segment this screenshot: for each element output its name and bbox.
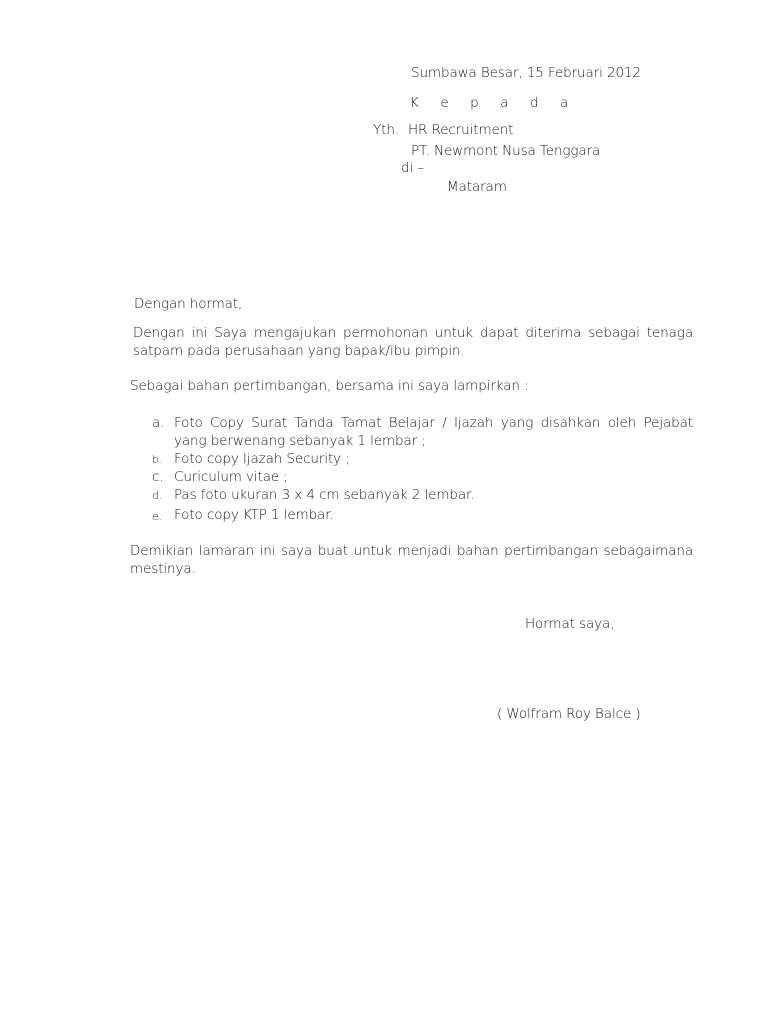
- place-date: Sumbawa Besar, 15 Februari 2012: [411, 65, 641, 81]
- list-marker: b.: [152, 453, 163, 466]
- regards: Hormat saya,: [525, 616, 615, 632]
- recipient-title: HR Recruitment: [408, 122, 514, 138]
- recipient-city: Mataram: [447, 179, 507, 195]
- list-item-text-cont: yang berwenang sebanyak 1 lembar ;: [174, 433, 426, 449]
- greeting: Dengan hormat,: [134, 296, 243, 312]
- closing-line-2: mestinya.: [130, 561, 196, 577]
- list-marker: a.: [152, 415, 165, 431]
- list-marker: e.: [152, 510, 163, 523]
- intro-line-1: Dengan ini Saya mengajukan permohonan untuk dapat diterima sebagai tenaga: [133, 325, 693, 341]
- kepada-label: K e p a d a: [410, 95, 577, 111]
- yth-label: Yth.: [373, 122, 399, 138]
- closing-line-1: Demikian lamaran ini saya buat untuk menjadi bahan pertimbangan sebagaimana: [130, 543, 693, 559]
- recipient-company: PT. Newmont Nusa Tenggara: [411, 143, 601, 159]
- attachment-intro: Sebagai bahan pertimbangan, bersama ini saya lampirkan :: [130, 378, 529, 394]
- list-item-text: Curiculum vitae ;: [174, 469, 288, 485]
- intro-line-2: satpam pada perusahaan yang bapak/ibu pimpin.: [133, 343, 465, 359]
- signer-name: ( Wolfram Roy Balce ): [497, 706, 641, 722]
- list-item-text: Pas foto ukuran 3 x 4 cm sebanyak 2 lembar.: [174, 487, 475, 503]
- list-marker: d.: [152, 489, 163, 502]
- list-item-text: Foto Copy Surat Tanda Tamat Belajar / Ijazah yang disahkan oleh Pejabat: [174, 415, 693, 431]
- list-item-text: Foto copy KTP 1 lembar.: [174, 507, 334, 523]
- list-marker: c.: [152, 469, 164, 485]
- list-item-text: Foto copy Ijazah Security ;: [174, 451, 350, 467]
- di-label: di –: [401, 160, 424, 176]
